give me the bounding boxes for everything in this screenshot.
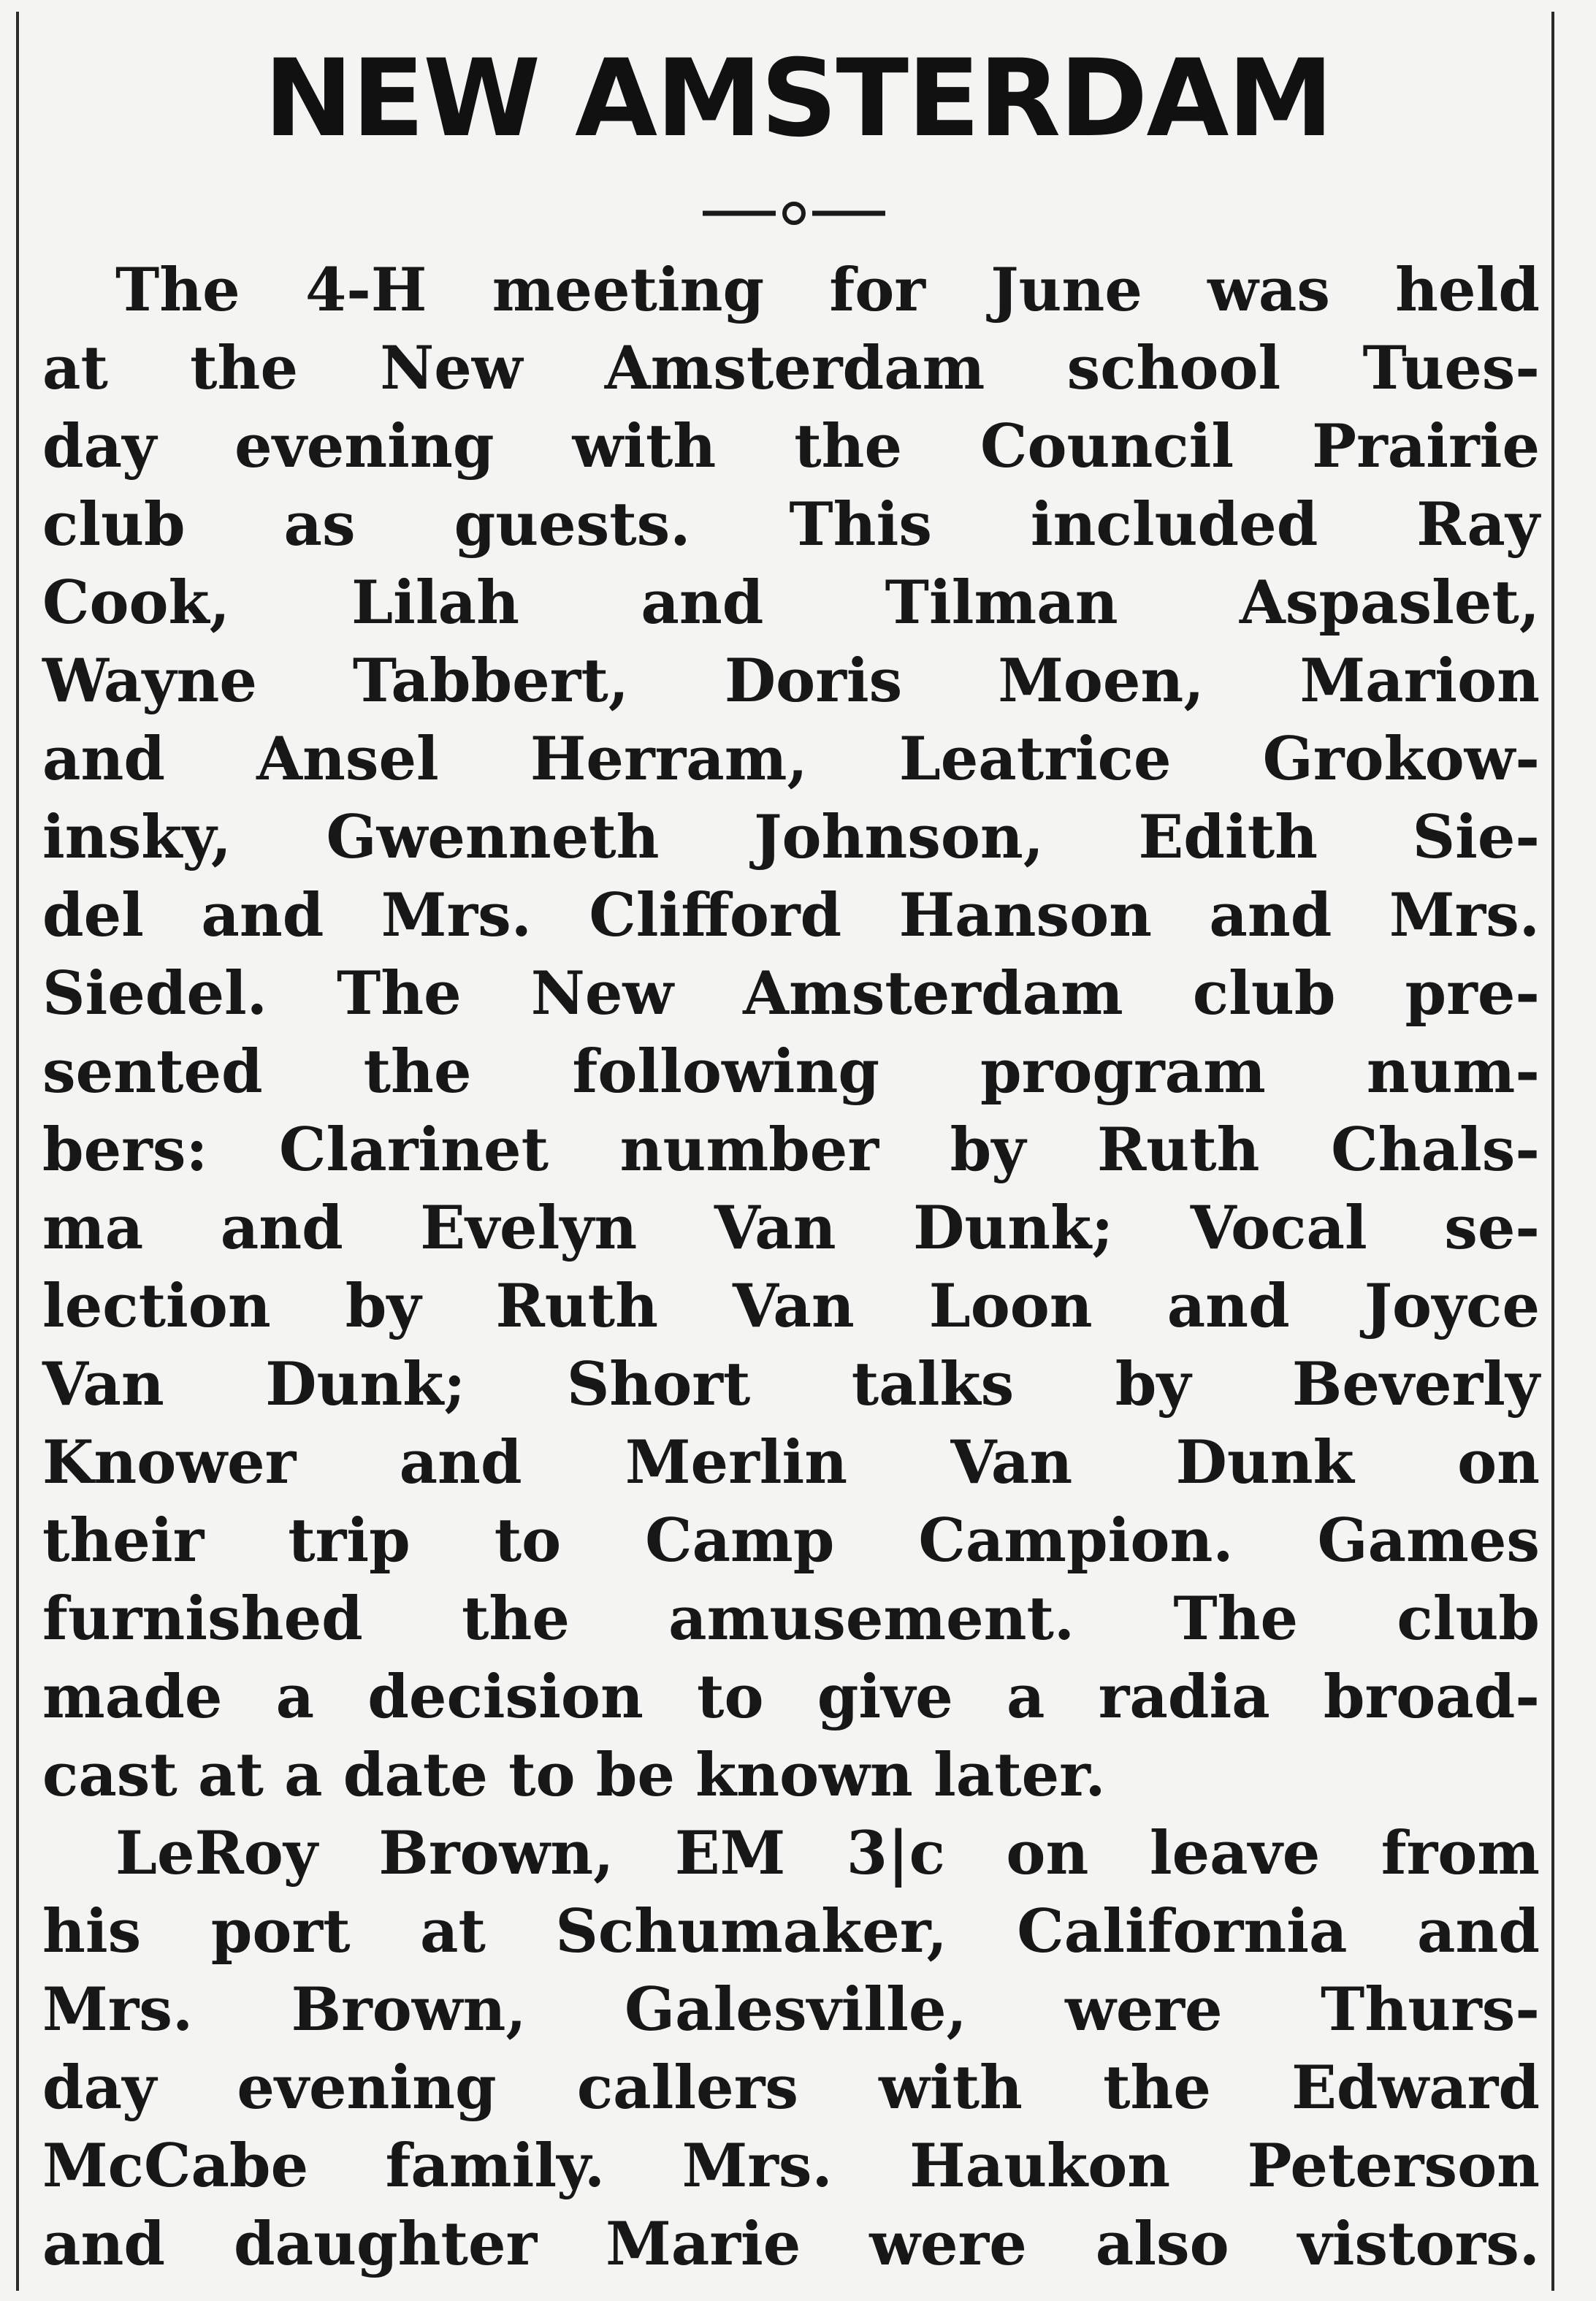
- text-line: at the New Amsterdam school Tues-: [42, 334, 1540, 403]
- text-line: del and Mrs. Clifford Hanson and Mrs.: [42, 881, 1540, 950]
- paragraph-leroy-brown: [42, 1815, 1540, 2283]
- text-line: Wayne Tabbert, Doris Moen, Marion: [42, 646, 1540, 716]
- headline-ornament: [695, 191, 893, 235]
- article-body: [42, 251, 1540, 2283]
- text-line: Van Dunk; Short talks by Beverly: [42, 1350, 1540, 1419]
- column-rule-right: [1551, 12, 1554, 2291]
- text-line: cast at a date to be known later.: [42, 1741, 1106, 1810]
- text-line: Mrs. Brown, Galesville, were Thurs-: [42, 1975, 1540, 2045]
- headline: NEW AMSTERDAM: [264, 37, 1332, 161]
- column-rule-left: [16, 12, 19, 2291]
- text-line: sented the following program num-: [42, 1037, 1540, 1107]
- text-line: his port at Schumaker, California and: [42, 1897, 1540, 1966]
- text-line: lection by Ruth Van Loon and Joyce: [42, 1272, 1540, 1341]
- text-line: LeRoy Brown, EM 3|c on leave from: [115, 1819, 1540, 1888]
- text-line: insky, Gwenneth Johnson, Edith Sie-: [42, 803, 1540, 872]
- text-line: their trip to Camp Campion. Games: [42, 1506, 1540, 1576]
- text-line: and Ansel Herram, Leatrice Grokow-: [42, 725, 1540, 794]
- text-line: day evening callers with the Edward: [42, 2053, 1540, 2123]
- text-line: made a decision to give a radia broad-: [42, 1663, 1540, 1732]
- text-line: Siedel. The New Amsterdam club pre-: [42, 959, 1540, 1029]
- text-line: and daughter Marie were also vistors.: [42, 2210, 1540, 2279]
- paragraph-4h-meeting: [42, 251, 1540, 1815]
- text-line: Cook, Lilah and Tilman Aspaslet,: [42, 568, 1540, 638]
- text-line: ma and Evelyn Van Dunk; Vocal se-: [42, 1194, 1540, 1263]
- text-line: bers: Clarinet number by Ruth Chals-: [42, 1115, 1540, 1185]
- text-line: McCabe family. Mrs. Haukon Peterson: [42, 2132, 1540, 2201]
- text-line: Knower and Merlin Van Dunk on: [42, 1428, 1540, 1497]
- text-line: day evening with the Council Prairie: [42, 412, 1540, 481]
- text-line: The 4-H meeting for June was held: [115, 256, 1540, 325]
- text-line: furnished the amusement. The club: [42, 1584, 1540, 1654]
- text-line: club as guests. This included Ray: [42, 490, 1540, 560]
